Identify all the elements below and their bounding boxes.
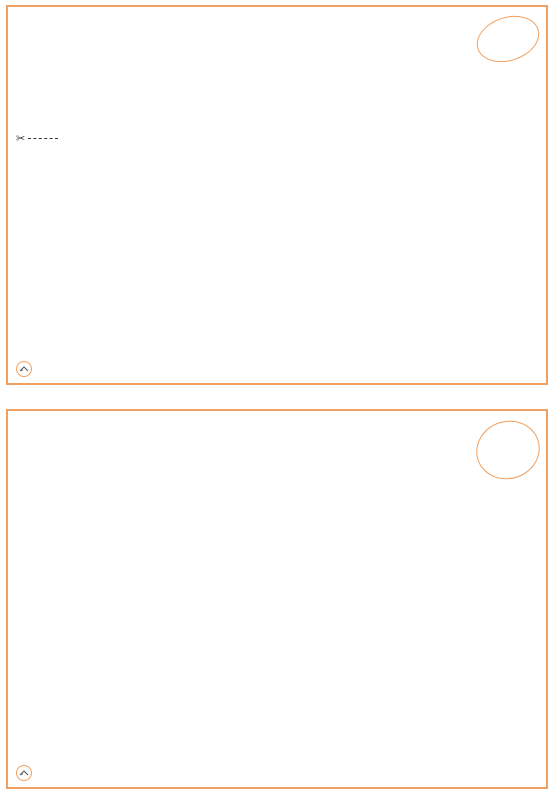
instruction-badge: [469, 413, 548, 488]
cut-line: [28, 138, 58, 139]
instruction-badge: [471, 8, 545, 70]
logo-icon: [16, 361, 32, 377]
scissors-icon: ✂: [16, 133, 26, 145]
worksheet-bottom: [6, 409, 548, 789]
logo-icon: [16, 765, 32, 781]
worksheet-top: [6, 5, 548, 385]
